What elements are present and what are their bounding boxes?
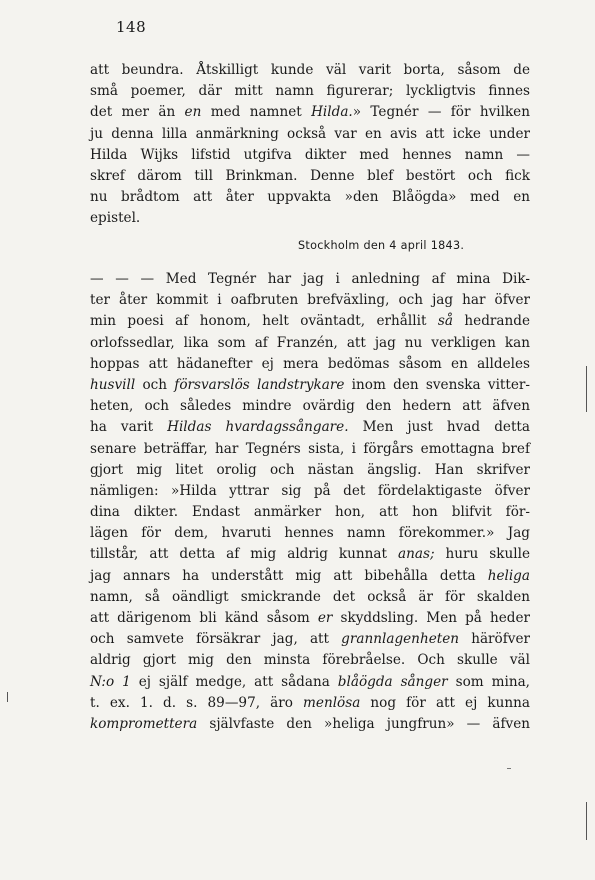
text-line: det mer än en med namnet Hilda.» Tegnér — för hvilken [90,104,530,121]
margin-mark [586,802,587,840]
text-line: heten, och således mindre ovärdig den hedern att äfven [90,398,530,415]
text-line: ha varit Hildas hvardagssångare. Men just hvad detta [90,419,530,436]
text-line: små poemer, där mitt namn figurerar; lyckligtvis finnes [90,83,530,100]
text-line: och samvete försäkrar jag, att grannlagenheten häröfver [90,631,530,648]
text-line: att därigenom bli känd såsom er skyddsling. Men på heder [90,610,530,626]
paragraph-letter [90,269,530,735]
ink-dot [507,768,511,769]
text-line: senare beträffar, har Tegnérs sista, i förgårs emottagna bref [90,440,530,457]
text-line: — — — Med Tegnér har jag i anledning af mina Dik- [90,271,530,287]
margin-mark [586,366,587,412]
text-line: kompromettera självfaste den »heliga jungfrun» — äfven [90,715,530,732]
text-line: ju denna lilla anmärkning också var en avis att icke under [90,125,530,142]
paragraph-intro [90,60,530,230]
text-line: orlofssedlar, lika som af Franzén, att jag nu verkligen kan [90,334,530,351]
text-line: ter åter kommit i oafbruten brefväxling, och jag har öfver [90,292,530,309]
text-line: min poesi af honom, helt oväntadt, erhållit så hedrande [90,313,530,330]
text-line: N:o 1 ej själf medge, att sådana blåögda sånger som mina, [90,673,531,690]
text-line: epistel. [90,210,141,227]
text-line: aldrig gjort mig den minsta förebråelse. Och skulle väl [90,652,530,669]
text-line: husvill och försvarslös landstrykare inom den svenska vitter- [90,376,530,393]
text-line: lägen för dem, hvaruti hennes namn förekommer.» Jag [90,525,530,542]
text-line: att beundra. Åtskilligt kunde väl varit borta, såsom de [90,62,530,78]
text-line: Hilda Wijks lifstid utgifva dikter med hennes namn — [90,146,530,163]
text-line: t. ex. 1. d. s. 89—97, äro menlösa nog för att ej kunna [90,694,531,711]
text-line: nu brådtom att åter uppvakta »den Blåögda» med en [90,189,530,206]
text-line: nämligen: »Hilda yttrar sig på det fördelaktigaste öfver [90,482,530,499]
letter-dateline: Stockholm den 4 april 1843. [298,239,465,252]
text-line: skref därom till Brinkman. Denne blef bestört och fick [90,167,530,184]
text-line: tillstår, att detta af mig aldrig kunnat anas; huru skulle [90,546,530,563]
text-line: jag annars ha understått mig att bibehålla detta heliga [90,567,530,584]
text-line: dina dikter. Endast anmärker hon, att hon blifvit för- [90,504,530,521]
page-number: 148 [116,18,147,36]
text-line: namn, så oändligt smickrande det också är för skalden [90,588,530,605]
text-line: gjort mig litet orolig och nästan ängslig. Han skrifver [90,461,530,478]
text-line: hoppas att hädanefter ej mera bedömas såsom en alldeles [90,355,530,372]
margin-mark [7,692,8,702]
